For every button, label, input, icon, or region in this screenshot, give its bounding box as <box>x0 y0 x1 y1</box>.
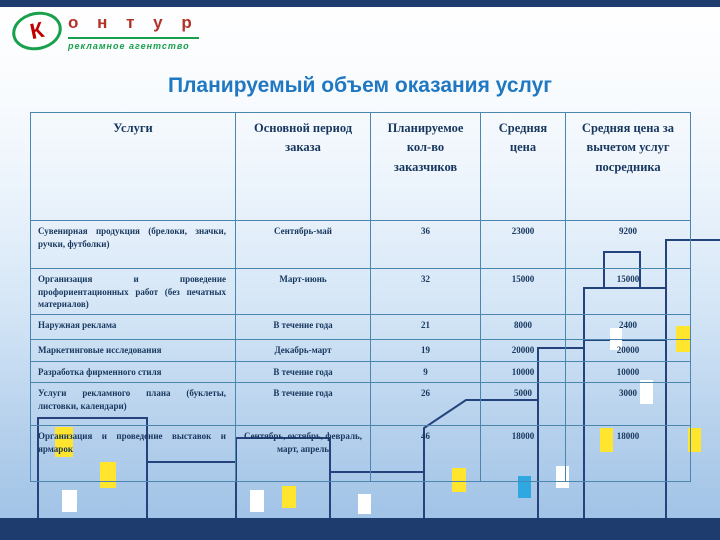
table-row <box>31 221 691 269</box>
logo-tagline: рекламное агентство <box>68 37 199 51</box>
cell-net-price: 15000 <box>566 269 691 315</box>
cell-clients: 32 <box>371 269 481 315</box>
agency-logo <box>12 12 199 51</box>
cell-avg-price: 23000 <box>481 221 566 269</box>
cell-period: В течение года <box>236 315 371 340</box>
cell-avg-price: 20000 <box>481 340 566 362</box>
cell-service: Услуги рекламного плана (буклеты, листовки, календари) <box>31 383 236 426</box>
bottom-border-bar <box>0 518 720 540</box>
table-row <box>31 269 691 315</box>
cell-avg-price: 8000 <box>481 315 566 340</box>
cell-clients: 26 <box>371 383 481 426</box>
cell-net-price: 20000 <box>566 340 691 362</box>
table-row <box>31 362 691 383</box>
cell-clients: 36 <box>371 221 481 269</box>
cell-clients: 9 <box>371 362 481 383</box>
cell-net-price: 18000 <box>566 426 691 482</box>
col-header-period: Основной период заказа <box>236 113 371 221</box>
top-border-bar <box>0 0 720 7</box>
cell-service: Разработка фирменного стиля <box>31 362 236 383</box>
cell-period: Сентябрь, октябрь, февраль, март, апрель <box>236 426 371 482</box>
cell-service: Наружная реклама <box>31 315 236 340</box>
cell-net-price: 2400 <box>566 315 691 340</box>
cell-period: Декабрь-март <box>236 340 371 362</box>
col-header-services: Услуги <box>31 113 236 221</box>
logo-ellipse-icon <box>9 7 66 55</box>
logo-initial: К <box>27 16 47 45</box>
cell-period: В течение года <box>236 362 371 383</box>
table-row <box>31 315 691 340</box>
table-header-row <box>31 113 691 221</box>
table-row <box>31 383 691 426</box>
services-table <box>30 112 691 482</box>
cell-avg-price: 5000 <box>481 383 566 426</box>
cell-service: Маркетинговые исследования <box>31 340 236 362</box>
cell-service: Организация и проведение выставок и ярмарок <box>31 426 236 482</box>
table-row <box>31 340 691 362</box>
cell-period: Сентябрь-май <box>236 221 371 269</box>
cell-service: Сувенирная продукция (брелоки, значки, ручки, футболки) <box>31 221 236 269</box>
cell-service: Организация и проведение профориентационных работ (без печатных материалов) <box>31 269 236 315</box>
slide-title: Планируемый объем оказания услуг <box>168 74 552 97</box>
cell-net-price: 3000 <box>566 383 691 426</box>
cell-clients: 21 <box>371 315 481 340</box>
cell-net-price: 9200 <box>566 221 691 269</box>
cell-avg-price: 18000 <box>481 426 566 482</box>
col-header-avg-price: Средняя цена <box>481 113 566 221</box>
cell-clients: 46 <box>371 426 481 482</box>
logo-brand-name: о н т у р <box>68 13 199 32</box>
col-header-net-price: Средняя цена за вычетом услуг посредника <box>566 113 691 221</box>
table-row <box>31 426 691 482</box>
logo-text-block <box>68 12 199 51</box>
cell-net-price: 10000 <box>566 362 691 383</box>
cell-avg-price: 15000 <box>481 269 566 315</box>
cell-period: Март-июнь <box>236 269 371 315</box>
cell-avg-price: 10000 <box>481 362 566 383</box>
cell-period: В течение года <box>236 383 371 426</box>
col-header-clients: Планируемое кол-во заказчиков <box>371 113 481 221</box>
cell-clients: 19 <box>371 340 481 362</box>
